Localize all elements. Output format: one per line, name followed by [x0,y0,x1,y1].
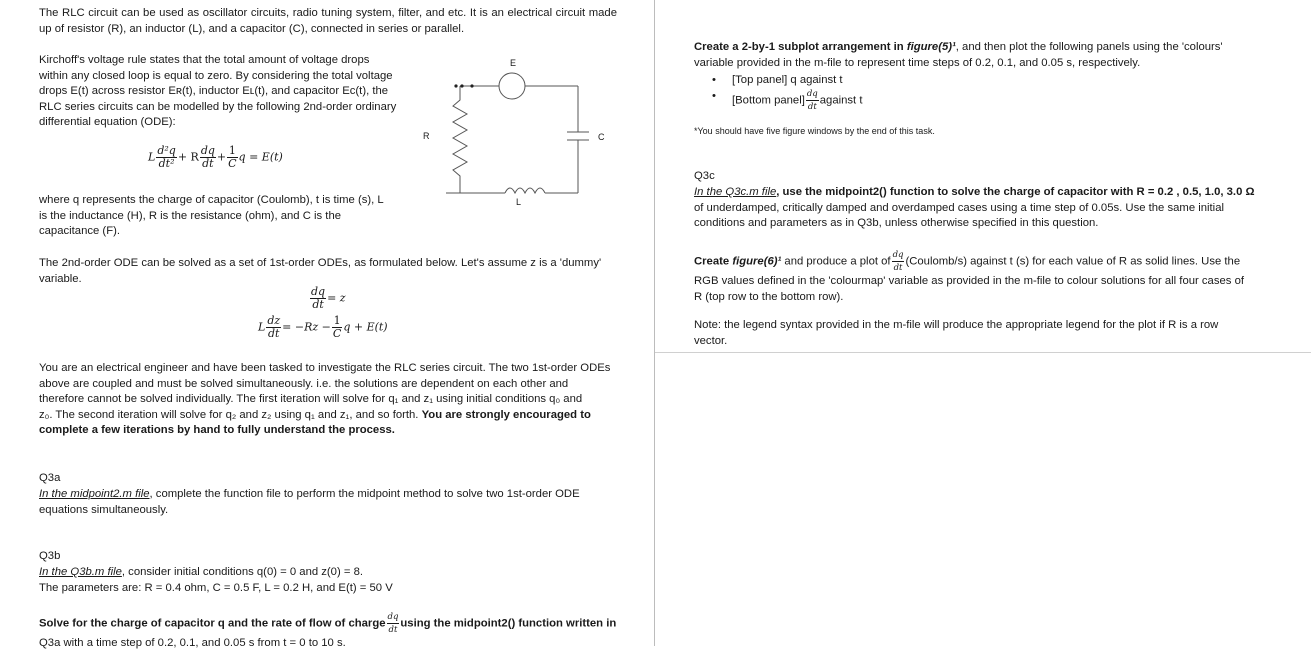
eq-l: L [148,150,156,164]
fig6-frac-den: dt [893,263,903,273]
eq-rhs: q = E(t) [238,150,283,164]
subplot-fig: figure(5)¹ [906,41,956,53]
panel-item-top: • [Top panel] q against t [694,72,862,88]
fig6-paragraph [694,249,1273,305]
where-line-1: where q represents the charge of capacitor (Coulomb), t is time (s), L [39,194,384,206]
eq-den-dt2: dt² [158,157,175,170]
circuit-label-c: C [598,132,605,142]
circuit-label-e: E [510,58,517,68]
eq-den-c: C [228,157,237,170]
legend-note-line-1: Note: the legend syntax provided in the m-file will produce the appropriate legend for the plot if R is a row [694,319,1219,331]
sys1-num: dq [311,285,326,298]
eq-num-one: 1 [228,144,236,157]
q3b-title: Q3b [39,550,61,562]
engineer-line-1: You are an electrical engineer and have been tasked to investigate the RLC series circuit. The two 1st-order ODEs [39,362,611,374]
q3c-body [694,185,1273,232]
sys2-num: dz [267,314,281,327]
subplot-a: Create a 2-by-1 subplot arrangement in [694,41,904,53]
panel-item-bottom [694,88,862,113]
engineer-bold-b: complete a few iterations by hand to fully understand the process. [39,424,395,437]
second-order-paragraph: The 2nd-order ODE can be solved as a set of 1st-order ODEs, as formulated below. Let's assume z is a 'dummy' variable. [39,257,602,285]
kvl-line-4: RLC series circuits can be modelled by the following 2nd-order ordinary [39,100,397,113]
where-line-2: is the inductance (H), R is the resistance (ohm), and C is the [39,209,342,222]
q3b-frac-den: dt [388,625,398,635]
fig6-c: (Coulomb/s) against t (s) for each value of R as solid lines. Use the [905,255,1241,268]
q3c-line-3: conditions and parameters as in Q3b, unless otherwise specified in this question. [694,217,1099,230]
ode-system-eq2 [258,315,388,340]
resistor-zigzag-icon [446,86,467,193]
engineer-bold-a: You are strongly encouraged to [421,408,591,421]
ode-system-eq1 [309,286,346,311]
rlc-circuit-diagram [420,50,620,210]
q3b-solve-b: using the midpoint2() function written in [400,617,617,630]
left-page [0,0,655,649]
panel-list [694,72,862,113]
fig6-b: and produce a plot of [784,255,891,268]
fig6-a: Create [694,255,730,268]
kvl-line-1: Kirchoff's voltage rule states that the total amount of voltage drops [39,54,370,66]
terminal-dot [454,84,457,87]
q3a-title: Q3a [39,472,61,484]
q3b-frac-num: dq [387,612,399,622]
eq-plus: + [216,150,227,164]
blank-area [655,352,1311,647]
bullet-frac-num: dq [806,89,818,99]
engineer-paragraph [39,361,617,439]
voltage-source-icon [499,73,525,99]
intro-paragraph: The RLC circuit can be used as oscillator circuits, radio tuning system, filter, and etc. It is an electrical circuit made up of resistor (R), an inductor (L), and a capacitor (C), connected in series or parallel. [39,7,617,35]
q3b-solve-a: Solve for the charge of capacitor q and the rate of flow of charge [39,617,386,630]
circuit-label-l: L [516,197,522,207]
where-paragraph [39,193,407,240]
q3c-link[interactable]: In the Q3c.m file [694,186,777,198]
eq-num-d2q: d²q [157,144,176,157]
q3a-text: , complete the function file to perform the midpoint method to solve two 1st-order ODE equations simultaneously. [39,488,580,516]
q3b-solve-c: Q3a with a time step of 0.2, 0.1, and 0.05 s from t = 0 to 10 s. [39,637,346,649]
bullet-frac-den: dt [807,102,817,112]
q3b-params: The parameters are: R = 0.4 ohm, C = 0.5 F, L = 0.2 H, and E(t) = 50 V [39,581,393,594]
where-line-3: capacitance (F). [39,225,120,238]
q3c-line-2: of underdamped, critically damped and overdamped cases using a time step of 0.05s. Use the same initial [694,201,1224,214]
legend-note [694,318,1273,349]
circuit-label-r: R [423,131,430,141]
kvl-line-5: differential equation (ODE): [39,116,176,129]
q3a-link[interactable]: In the midpoint2.m file [39,488,150,500]
q3b-body [39,565,619,596]
subplot-b: , and then plot the following panels using the 'colours' [955,41,1223,53]
q3c-title: Q3c [694,170,715,182]
q3b-text: , consider initial conditions q(0) = 0 and z(0) = 8. [121,566,364,578]
sys2-rhs: q + E(t) [343,320,388,334]
terminal-dot [470,84,473,87]
bullet2-b: against t [819,94,863,107]
sys1-rhs: = z [327,291,346,305]
fig6-line-2: RGB values defined in the 'colourmap' variable as provided in the m-file to colour solutions for all four cases of [694,275,1244,287]
fig6-frac-num: dq [892,250,904,260]
terminal-dot [460,84,463,87]
subplot-line-2: variable provided in the m-file to represent time steps of 0.2, 0.1, and 0.05 s, respectively. [694,56,1141,69]
fig6-fig: figure(6)¹ [732,255,782,268]
sys2-den: dt [268,327,280,340]
sys1-den: dt [312,298,324,311]
q3c-bold: , use the midpoint2() function to solve the charge of capacitor with R = 0.2 , 0.5, 1.0, 3.0 Ω [776,186,1255,198]
note-five-figures: *You should have five figure windows by the end of this task. [694,126,935,136]
sys2-one: 1 [333,314,341,327]
eq-plus-r: + R [177,150,199,164]
inductor-coil-icon [505,188,545,193]
eq-den-dt: dt [202,157,214,170]
sys2-c: C [332,327,342,340]
bullet2-a: [Bottom panel] [732,94,805,107]
q3b-link[interactable]: In the Q3b.m file [39,566,122,578]
subplot-paragraph [694,40,1273,71]
engineer-line-3: therefore cannot be solved individually. The first iteration will solve for q₁ and z₁ using initial conditions q₀ and [39,393,583,406]
eq-num-dq: dq [200,144,215,157]
sys2-mid: = −Rz − [282,320,331,334]
kvl-line-2: within any closed loop is equal to zero. By considering the total voltage [39,69,393,82]
engineer-line-4: z₀. The second iteration will solve for q₂ and z₂ using q₁ and z₁, and so forth. [39,408,419,421]
sys2-l: L [258,320,266,334]
kvl-paragraph [39,53,414,131]
kvl-line-3: drops E(t) across resistor Eʀ(t), inductor Eʟ(t), and capacitor Eᴄ(t), the [39,85,389,98]
engineer-line-2: above are coupled and must be solved simultaneously. i.e. the solutions are dependent on each other and [39,377,569,390]
main-ode-equation [148,145,283,170]
legend-note-line-2: vector. [694,334,728,347]
fig6-line-3: R (top row to the bottom row). [694,290,844,303]
q3a-body [39,487,619,518]
